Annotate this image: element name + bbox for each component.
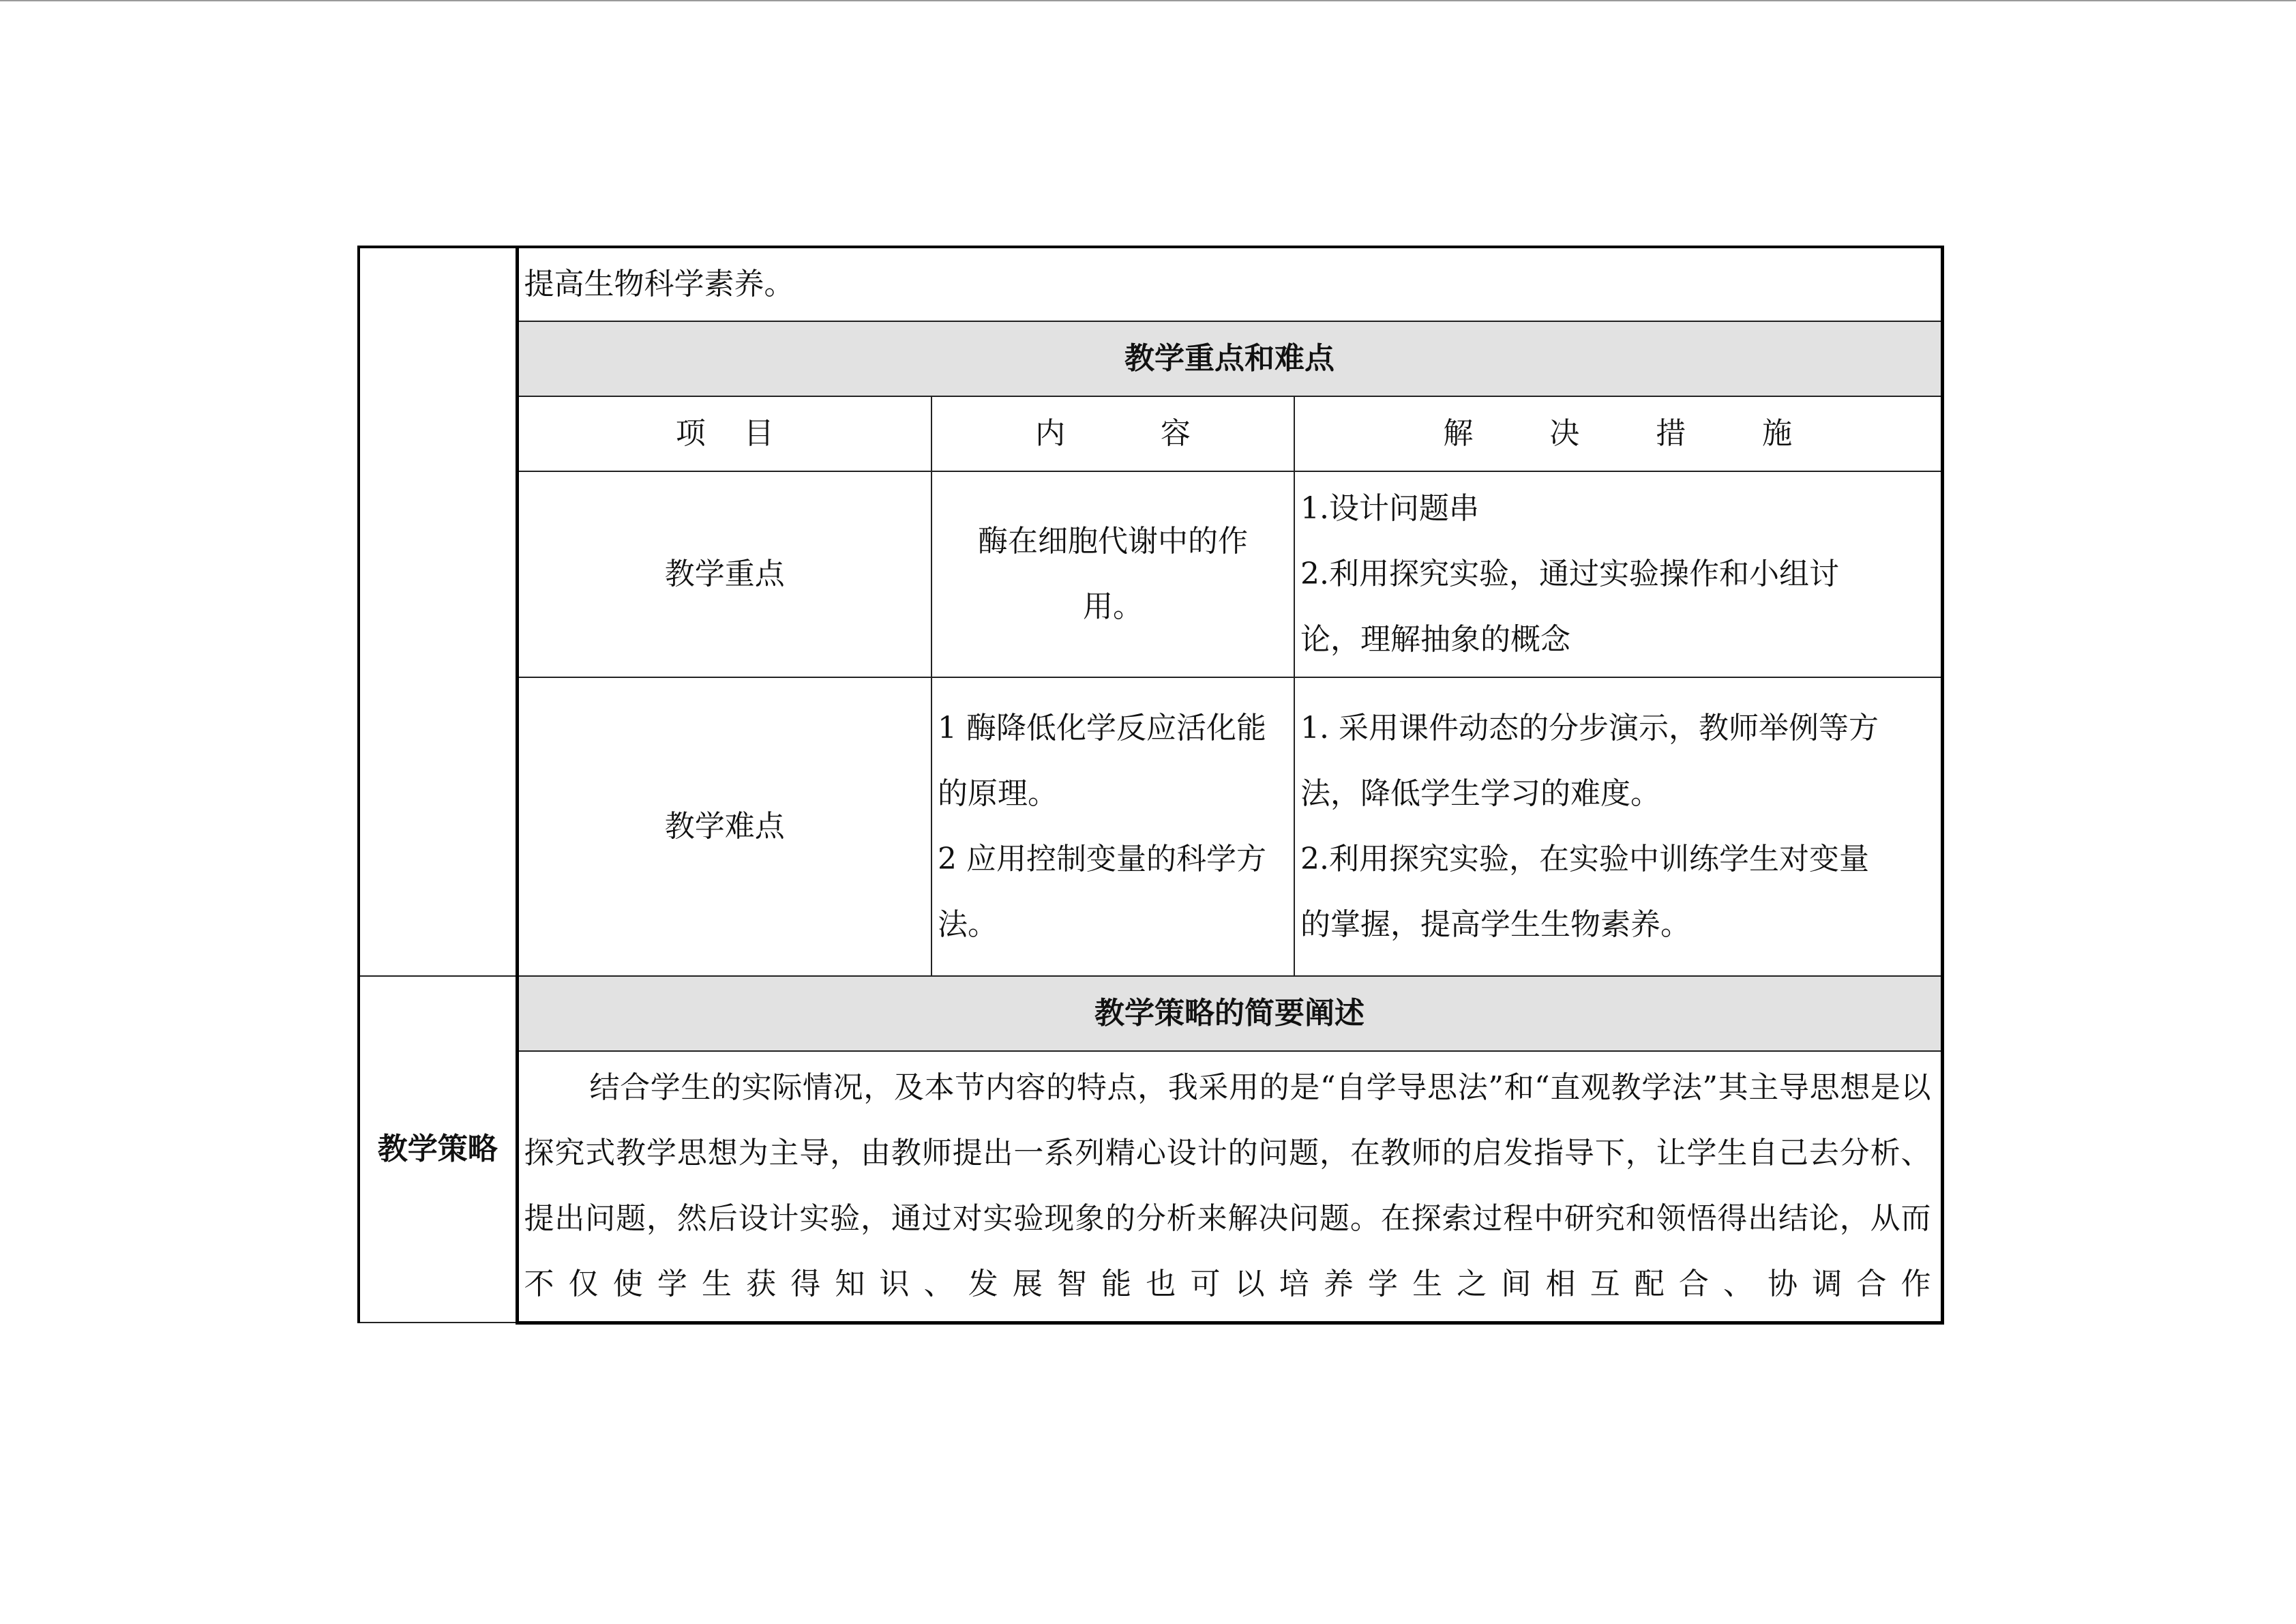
key-point-measure-line: 2.利用探究实验，通过实验操作和小组讨 [1300, 557, 1839, 591]
difficult-point-content [931, 677, 1294, 976]
difficult-point-row [359, 677, 1942, 976]
key-point-content-line: 酶在细胞代谢中的作 [978, 524, 1248, 559]
strategy-paragraph: 结合学生的实际情况，及本节内容的特点，我采用的是“自学导思法”和“直观教学法”其主导思想是以探究式教学思想为主导，由教师提出一系列精心设计的问题，在教师的启发指导下，让学生自己去分析、提出问题，然后设计实验，通过对实验现象的分析来解决问题。在探索过程中研究和领悟得出结论，从而不仅使学生获得知识、发展智能也可以培养学生之间相互配合、协调合作 [517, 1051, 1942, 1323]
header-measures: 解 决 措 施 [1294, 396, 1942, 471]
page-top-rule [0, 0, 2296, 1]
key-points-title: 教学重点和难点 [517, 321, 1942, 396]
difficult-point-content-line: 的原理。 [938, 776, 1058, 811]
strategy-label: 教学策略 [359, 976, 517, 1323]
intro-row [359, 247, 1942, 321]
intro-text: 提高生物科学素养。 [517, 247, 1942, 321]
strategy-body-row [359, 1051, 1942, 1323]
difficult-point-measure-line: 法，降低学生学习的难度。 [1300, 776, 1660, 811]
key-point-measure-line: 1.设计问题串 [1300, 491, 1479, 526]
key-point-content-line: 用。 [1083, 589, 1143, 624]
strategy-title: 教学策略的简要阐述 [517, 976, 1942, 1051]
key-point-measure-line: 论，理解抽象的概念 [1300, 622, 1570, 657]
header-row [359, 396, 1942, 471]
difficult-point-content-line: 2 应用控制变量的科学方 [938, 842, 1266, 876]
difficult-point-label: 教学难点 [517, 677, 931, 976]
difficult-point-content-line: 法。 [938, 907, 998, 942]
difficult-point-measures [1294, 677, 1942, 976]
difficult-point-measure-line: 2.利用探究实验，在实验中训练学生对变量 [1300, 842, 1869, 876]
key-point-measures [1294, 471, 1942, 677]
header-item: 项 目 [517, 396, 931, 471]
difficult-point-measure-line: 的掌握，提高学生生物素养。 [1300, 907, 1690, 942]
lesson-plan-table [357, 246, 1944, 1325]
difficult-point-measure-line: 1. 采用课件动态的分步演示，教师举例等方 [1300, 711, 1879, 745]
difficult-point-content-line: 1 酶降低化学反应活化能 [938, 711, 1266, 745]
left-label-cell-empty [359, 247, 517, 976]
header-content: 内 容 [931, 396, 1294, 471]
key-point-label: 教学重点 [517, 471, 931, 677]
key-points-title-row [359, 321, 1942, 396]
key-point-row [359, 471, 1942, 677]
strategy-title-row [359, 976, 1942, 1051]
key-point-content [931, 471, 1294, 677]
